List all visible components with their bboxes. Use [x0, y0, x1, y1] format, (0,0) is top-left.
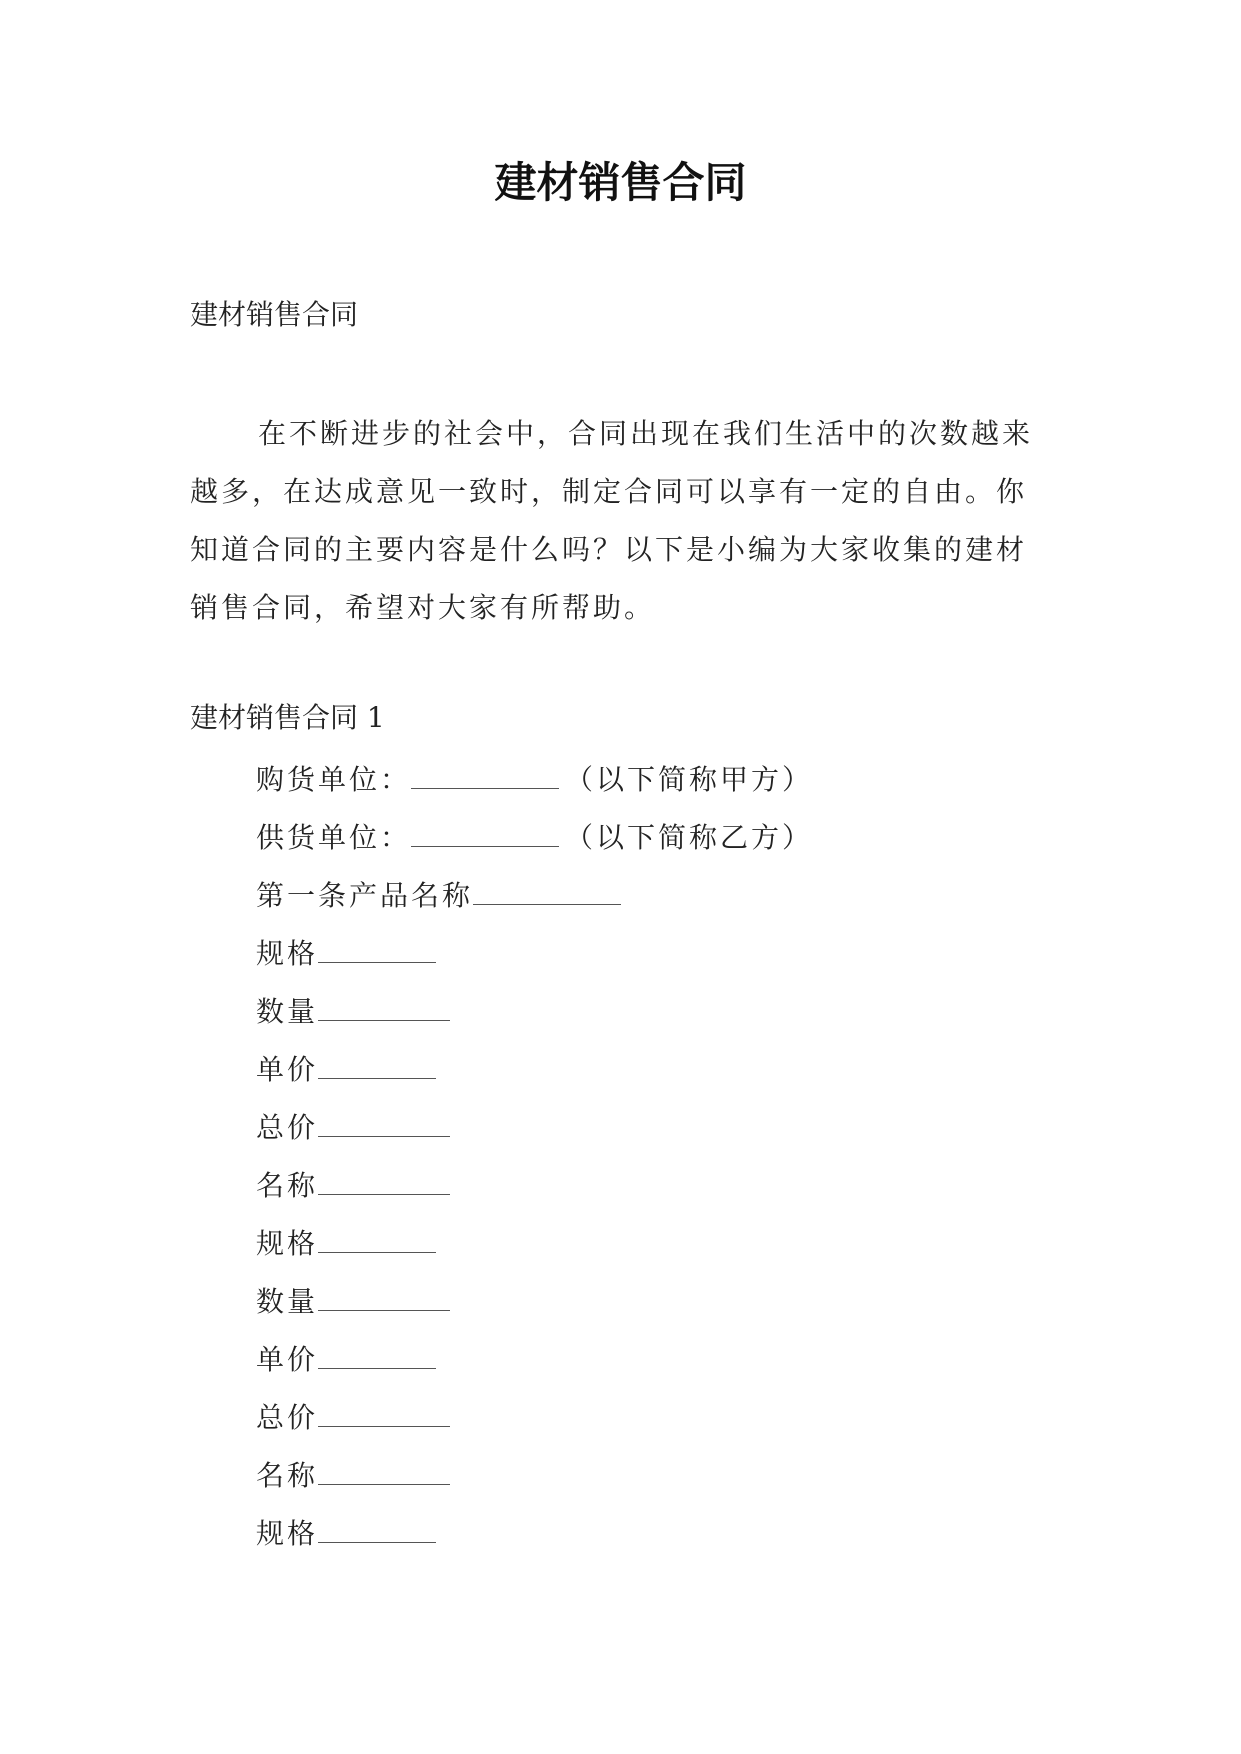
field-name — [256, 1454, 813, 1512]
fill-blank — [411, 758, 559, 789]
field-label: 规格 — [256, 1227, 319, 1260]
field-suffix: （以下简称甲方） — [565, 763, 814, 796]
fill-blank — [318, 1164, 450, 1195]
field-unit-price — [256, 1048, 813, 1106]
field-label: 规格 — [256, 1517, 319, 1550]
fill-blank — [411, 816, 559, 847]
fill-blank — [318, 1338, 436, 1369]
field-product-name — [256, 874, 813, 932]
field-label: 名称 — [256, 1169, 319, 1202]
field-label: 规格 — [256, 937, 319, 970]
field-label: 单价 — [256, 1343, 319, 1376]
field-spec — [256, 932, 813, 990]
field-label: 数量 — [256, 995, 319, 1028]
field-spec — [256, 1512, 813, 1570]
fill-blank — [318, 1222, 436, 1253]
field-buyer — [256, 758, 813, 816]
field-suffix: （以下简称乙方） — [565, 821, 814, 854]
field-label: 名称 — [256, 1459, 319, 1492]
field-total-price — [256, 1396, 813, 1454]
field-unit-price — [256, 1338, 813, 1396]
intro-paragraph: 在不断进步的社会中，合同出现在我们生活中的次数越来越多，在达成意见一致时，制定合同可以享有一定的自由。你知道合同的主要内容是什么吗？以下是小编为大家收集的建材销售合同，希望对大家有所帮助。 — [190, 417, 1034, 624]
field-supplier — [256, 816, 813, 874]
field-spec — [256, 1222, 813, 1280]
field-label: 总价 — [256, 1401, 319, 1434]
fill-blank — [318, 1512, 436, 1543]
fill-blank — [318, 990, 450, 1021]
fill-blank — [318, 1048, 436, 1079]
fill-blank — [318, 932, 436, 963]
field-label: 数量 — [256, 1285, 319, 1318]
section-title: 建材销售合同 1 — [190, 701, 385, 734]
field-total-price — [256, 1106, 813, 1164]
field-label: 第一条产品名称 — [256, 879, 474, 912]
field-label: 单价 — [256, 1053, 319, 1086]
fill-blank — [318, 1106, 450, 1137]
field-label: 供货单位： — [256, 821, 412, 854]
document-subtitle: 建材销售合同 — [190, 298, 359, 331]
fill-blank — [318, 1454, 450, 1485]
field-label: 总价 — [256, 1111, 319, 1144]
fill-blank — [318, 1396, 450, 1427]
fill-blank — [473, 874, 621, 905]
fill-blank — [318, 1280, 450, 1311]
document-title: 建材销售合同 — [494, 158, 747, 207]
field-label: 购货单位： — [256, 763, 412, 796]
field-quantity — [256, 990, 813, 1048]
field-name — [256, 1164, 813, 1222]
contract-fields — [256, 758, 813, 1570]
field-quantity — [256, 1280, 813, 1338]
